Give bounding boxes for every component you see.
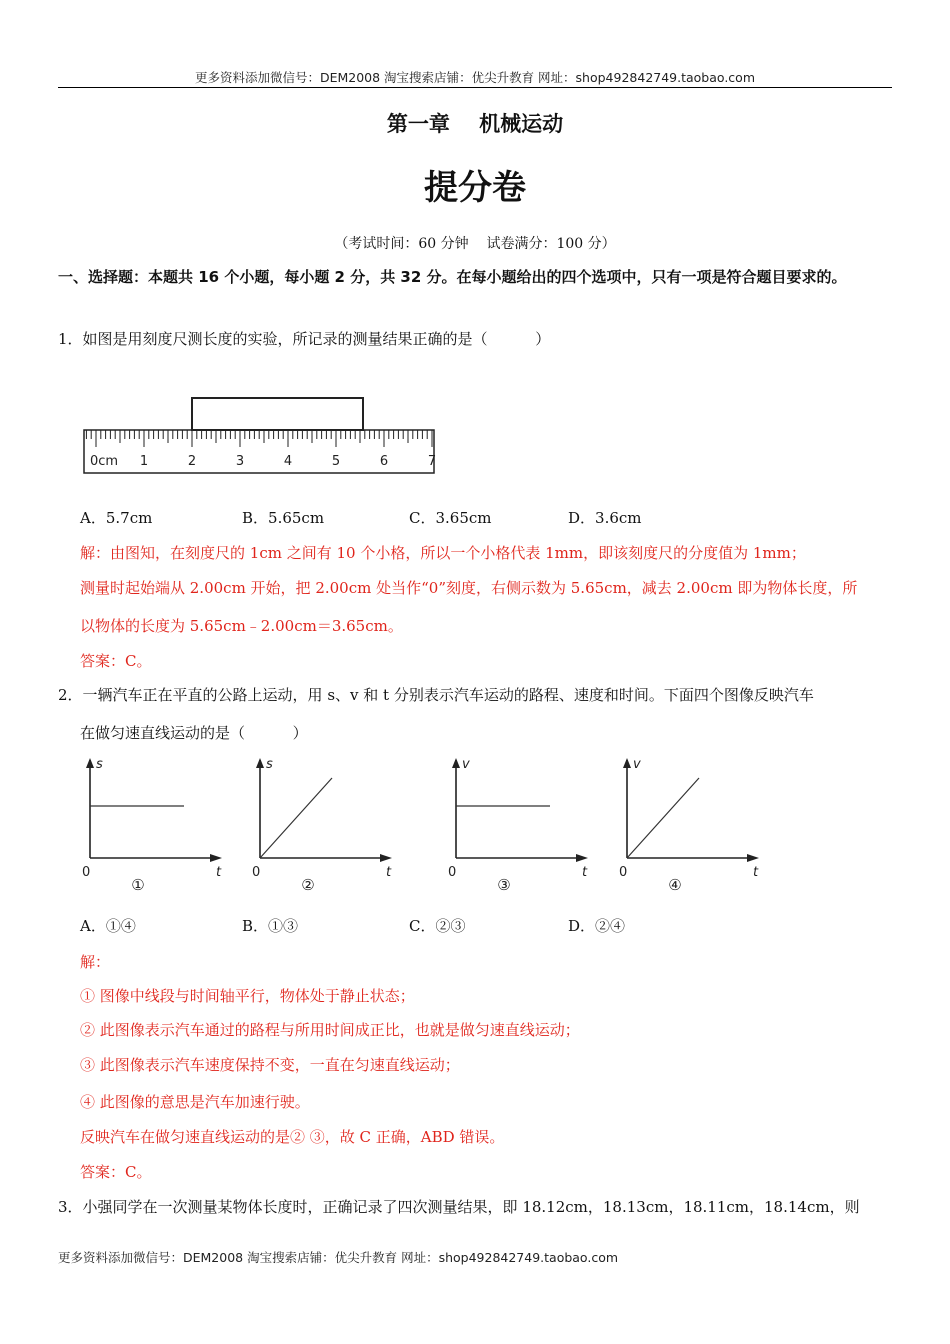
q1-solution-line-3: 以物体的长度为 5.65cm﹣2.00cm＝3.65cm。 bbox=[80, 617, 403, 635]
y-label: s bbox=[266, 757, 273, 772]
q1-option-a[interactable]: A．5.7cm bbox=[80, 509, 153, 527]
x-label: t bbox=[386, 865, 392, 880]
q2-option-d[interactable]: D．②④ bbox=[568, 917, 626, 935]
q1-answer: 答案：C。 bbox=[80, 652, 152, 670]
x-arrow bbox=[747, 854, 759, 862]
origin-label: 0 bbox=[82, 865, 91, 880]
ruler-label: 7 bbox=[427, 454, 437, 469]
graph-3 bbox=[448, 757, 588, 894]
page-footer: 更多资料添加微信号：DEM2008 淘宝搜索店铺：优尖升教育 网址：shop492842749.taobao.com bbox=[58, 1250, 619, 1265]
q2-stem-line-2: 在做匀速直线运动的是（ ） bbox=[80, 724, 308, 742]
main-title: 提分卷 bbox=[424, 168, 526, 208]
y-arrow bbox=[452, 758, 460, 768]
q1-option-d[interactable]: D．3.6cm bbox=[568, 509, 642, 527]
q1-solution-line-2: 测量时起始端从 2.00cm 开始，把 2.00cm 处当作“0”刻度，右侧示数为 5.65cm，减去 2.00cm 即为物体长度，所 bbox=[80, 579, 858, 597]
graph-1 bbox=[82, 757, 222, 894]
q1-ruler-figure bbox=[80, 390, 440, 478]
exam-info: （考试时间：60 分钟 试卷满分：100 分） bbox=[334, 236, 616, 252]
q3-stem: 3．小强同学在一次测量某物体长度时，正确记录了四次测量结果，即 18.12cm，18.13cm，18.11cm，18.14cm，则 bbox=[58, 1198, 860, 1216]
q1-solution-line-1: 解：由图知，在刻度尺的 1cm 之间有 10 个小格，所以一个小格代表 1mm，即该刻度尺的分度值为 1mm； bbox=[80, 544, 806, 562]
graph-line bbox=[260, 778, 332, 858]
q2-solution-line-4: ③ 此图像表示汽车速度保持不变，一直在匀速直线运动； bbox=[80, 1056, 460, 1074]
graph-mark: ① bbox=[131, 876, 145, 894]
measured-block bbox=[192, 398, 363, 430]
q2-graphs-figure bbox=[76, 752, 776, 902]
q2-solution-line-2: ① 图像中线段与时间轴平行，物体处于静止状态； bbox=[80, 987, 415, 1005]
ruler-label: 2 bbox=[187, 454, 197, 469]
q2-option-b[interactable]: B．①③ bbox=[242, 917, 299, 935]
q1-option-b[interactable]: B．5.65cm bbox=[242, 509, 325, 527]
q2-solution-line-1: 解： bbox=[80, 953, 111, 971]
graph-2 bbox=[252, 757, 392, 894]
ruler-label: 4 bbox=[283, 454, 293, 469]
q2-answer: 答案：C。 bbox=[80, 1163, 152, 1181]
q1-option-c[interactable]: C．3.65cm bbox=[409, 509, 492, 527]
origin-label: 0 bbox=[619, 865, 628, 880]
q2-solution-line-5: ④ 此图像的意思是汽车加速行驶。 bbox=[80, 1093, 310, 1111]
x-arrow bbox=[380, 854, 392, 862]
y-arrow bbox=[623, 758, 631, 768]
q1-stem: 1．如图是用刻度尺测长度的实验，所记录的测量结果正确的是（ ） bbox=[58, 330, 551, 348]
ruler-label: 0cm bbox=[90, 454, 119, 469]
q2-stem-line-1: 2．一辆汽车正在平直的公路上运动，用 s、v 和 t 分别表示汽车运动的路程、速度和时间。下面四个图像反映汽车 bbox=[58, 686, 814, 704]
y-label: s bbox=[96, 757, 103, 772]
x-label: t bbox=[582, 865, 588, 880]
ruler-labels bbox=[90, 454, 436, 469]
chapter-title: 第一章 机械运动 bbox=[386, 112, 564, 136]
origin-label: 0 bbox=[448, 865, 457, 880]
page-header: 更多资料添加微信号：DEM2008 淘宝搜索店铺：优尖升教育 网址：shop492842749.taobao.com bbox=[194, 70, 756, 85]
ruler-ticks bbox=[86, 430, 432, 447]
graph-mark: ② bbox=[301, 876, 315, 894]
y-label: v bbox=[462, 757, 470, 772]
q2-option-a[interactable]: A．①④ bbox=[80, 917, 136, 935]
graph-mark: ④ bbox=[668, 876, 682, 894]
origin-label: 0 bbox=[252, 865, 261, 880]
ruler-label: 3 bbox=[235, 454, 245, 469]
y-arrow bbox=[86, 758, 94, 768]
x-arrow bbox=[210, 854, 222, 862]
q2-solution-line-6: 反映汽车在做匀速直线运动的是② ③，故 C 正确，ABD 错误。 bbox=[80, 1128, 505, 1146]
y-label: v bbox=[633, 757, 641, 772]
header-divider bbox=[58, 87, 892, 88]
q2-solution-line-3: ② 此图像表示汽车通过的路程与所用时间成正比，也就是做匀速直线运动； bbox=[80, 1021, 580, 1039]
motion-graphs bbox=[82, 757, 759, 894]
y-arrow bbox=[256, 758, 264, 768]
x-label: t bbox=[753, 865, 759, 880]
graph-line bbox=[627, 778, 699, 858]
ruler-label: 1 bbox=[139, 454, 149, 469]
q2-option-c[interactable]: C．②③ bbox=[409, 917, 466, 935]
graph-4 bbox=[619, 757, 759, 894]
x-label: t bbox=[216, 865, 222, 880]
ruler-label: 6 bbox=[379, 454, 389, 469]
x-arrow bbox=[576, 854, 588, 862]
graph-mark: ③ bbox=[497, 876, 511, 894]
section-heading: 一、选择题：本题共 16 个小题，每小题 2 分，共 32 分。在每小题给出的四个选项中，只有一项是符合题目要求的。 bbox=[58, 268, 847, 286]
ruler-label: 5 bbox=[331, 454, 341, 469]
